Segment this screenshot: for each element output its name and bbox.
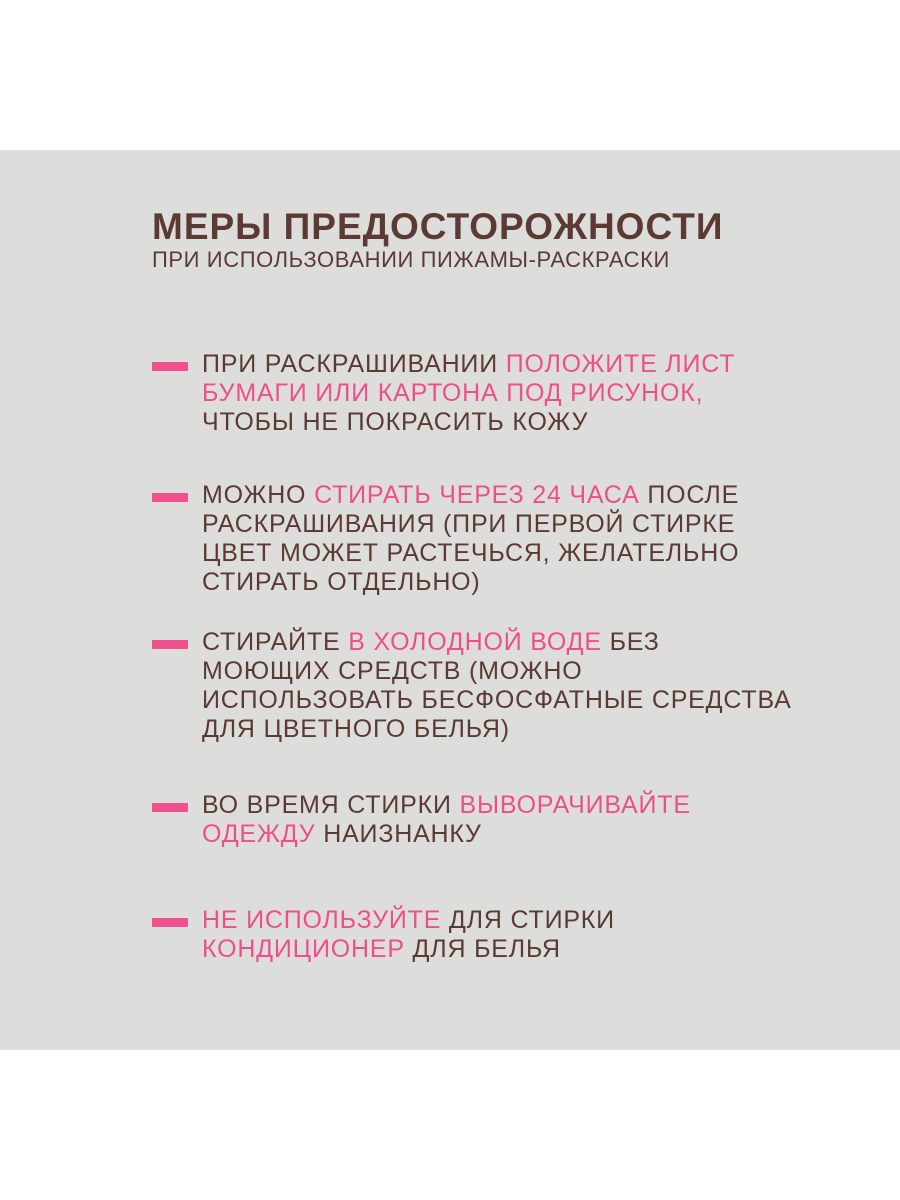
item-highlight: ВЫВОРАЧИВАЙТЕ ОДЕЖДУ <box>202 791 691 848</box>
item-highlight: СТИРАТЬ ЧЕРЕЗ 24 ЧАСА <box>314 481 640 509</box>
item-highlight: В ХОЛОДНОЙ ВОДЕ <box>348 628 602 656</box>
list-item-text <box>202 350 792 437</box>
list-item-text <box>202 791 792 849</box>
item-text: МОЖНО <box>202 481 315 509</box>
item-highlight: КОНДИЦИОНЕР <box>202 935 405 963</box>
item-highlight: ПОЛОЖИТЕ ЛИСТ БУМАГИ ИЛИ КАРТОНА ПОД РИСУНОК, <box>202 350 736 407</box>
list-item-text <box>202 481 792 597</box>
page-title: МЕРЫ ПРЕДОСТОРОЖНОСТИ <box>152 206 724 247</box>
item-text: ЧТОБЫ НЕ ПОКРАСИТЬ КОЖУ <box>202 408 589 436</box>
bullet-bar-icon <box>152 362 188 371</box>
item-text: ПОСЛЕ РАСКРАШИВАНИЯ (ПРИ ПЕРВОЙ СТИРКЕ ЦВЕТ МОЖЕТ РАСТЕЧЬСЯ, ЖЕЛАТЕЛЬНО СТИРАТЬ ОТДЕЛЬНО) <box>202 481 740 596</box>
item-highlight: НЕ ИСПОЛЬЗУЙТЕ <box>202 906 442 934</box>
item-text: ВО ВРЕМЯ СТИРКИ <box>202 791 460 819</box>
item-text: НАИЗНАНКУ <box>315 820 482 848</box>
bullet-bar-icon <box>152 918 188 927</box>
item-text: ПРИ РАСКРАШИВАНИИ <box>202 350 506 378</box>
bullet-bar-icon <box>152 640 188 649</box>
bullet-bar-icon <box>152 493 188 502</box>
list-item-text <box>202 628 792 744</box>
item-text: СТИРАЙТЕ <box>202 628 349 656</box>
item-text: ДЛЯ БЕЛЬЯ <box>404 935 561 963</box>
item-text: БЕЗ МОЮЩИХ СРЕДСТВ (МОЖНО ИСПОЛЬЗОВАТЬ БЕСФОСФАТНЫЕ СРЕДСТВА ДЛЯ ЦВЕТНОГО БЕЛЬЯ) <box>202 628 792 743</box>
list-item-text <box>202 906 792 964</box>
page-subtitle: ПРИ ИСПОЛЬЗОВАНИИ ПИЖАМЫ-РАСКРАСКИ <box>152 247 670 272</box>
bullet-bar-icon <box>152 803 188 812</box>
item-text: ДЛЯ СТИРКИ <box>441 906 615 934</box>
